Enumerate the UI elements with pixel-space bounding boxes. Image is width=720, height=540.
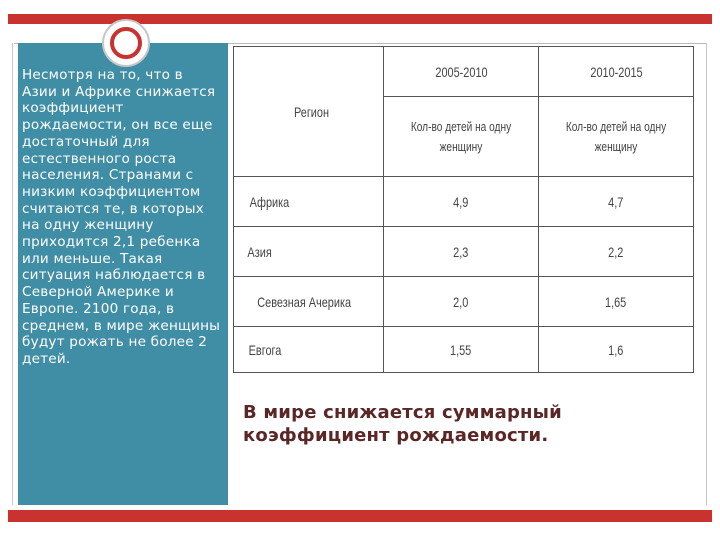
subheader-children-per-woman-1: Кол-во детей на одну женщину bbox=[384, 97, 539, 177]
header-period-2: 2010-2015 bbox=[539, 47, 694, 97]
table-row bbox=[234, 327, 694, 373]
frame-right-line bbox=[706, 43, 707, 505]
fertility-table bbox=[233, 46, 695, 376]
row-value-2010-2015: 1,65 bbox=[539, 277, 694, 327]
header-period-1: 2005-2010 bbox=[384, 47, 539, 97]
data-table bbox=[233, 46, 694, 373]
row-value-2010-2015: 1,6 bbox=[539, 327, 694, 373]
row-value-2005-2010: 1,55 bbox=[384, 327, 539, 373]
slide-caption: В мире снижается суммарный коэффициент рождаемости. bbox=[243, 402, 562, 446]
header-region: Регион bbox=[234, 47, 384, 177]
table-row bbox=[234, 227, 694, 277]
frame-left-line bbox=[12, 43, 13, 505]
table-row bbox=[234, 277, 694, 327]
row-region: Азия bbox=[234, 227, 384, 277]
table-row bbox=[234, 177, 694, 227]
row-value-2010-2015: 4,7 bbox=[539, 177, 694, 227]
subheader-children-per-woman-2: Кол-во детей на одну женщину bbox=[539, 97, 694, 177]
bottom-accent-bar bbox=[8, 510, 712, 522]
row-region: Африка bbox=[234, 177, 384, 227]
row-region: Евгога bbox=[234, 327, 384, 373]
row-value-2005-2010: 2,0 bbox=[384, 277, 539, 327]
row-region: Севезная Ачерика bbox=[234, 277, 384, 327]
circle-emblem-icon bbox=[102, 19, 150, 67]
side-panel-text: Несмотря на то, что в Азии и Африке снижается коэффициент рождаемости, он все еще достаточный для естественного роста населения. Странами с низким коэффициентом считаются те, в которых на одну женщину приходится 2,1 ребенка или меньше. Такая ситуация наблюдается в Северной Америке и Европе. 2100 года, в среднем, в мире женщины будут рожать не более 2 детей. bbox=[22, 67, 221, 367]
row-value-2005-2010: 2,3 bbox=[384, 227, 539, 277]
row-value-2005-2010: 4,9 bbox=[384, 177, 539, 227]
row-value-2010-2015: 2,2 bbox=[539, 227, 694, 277]
